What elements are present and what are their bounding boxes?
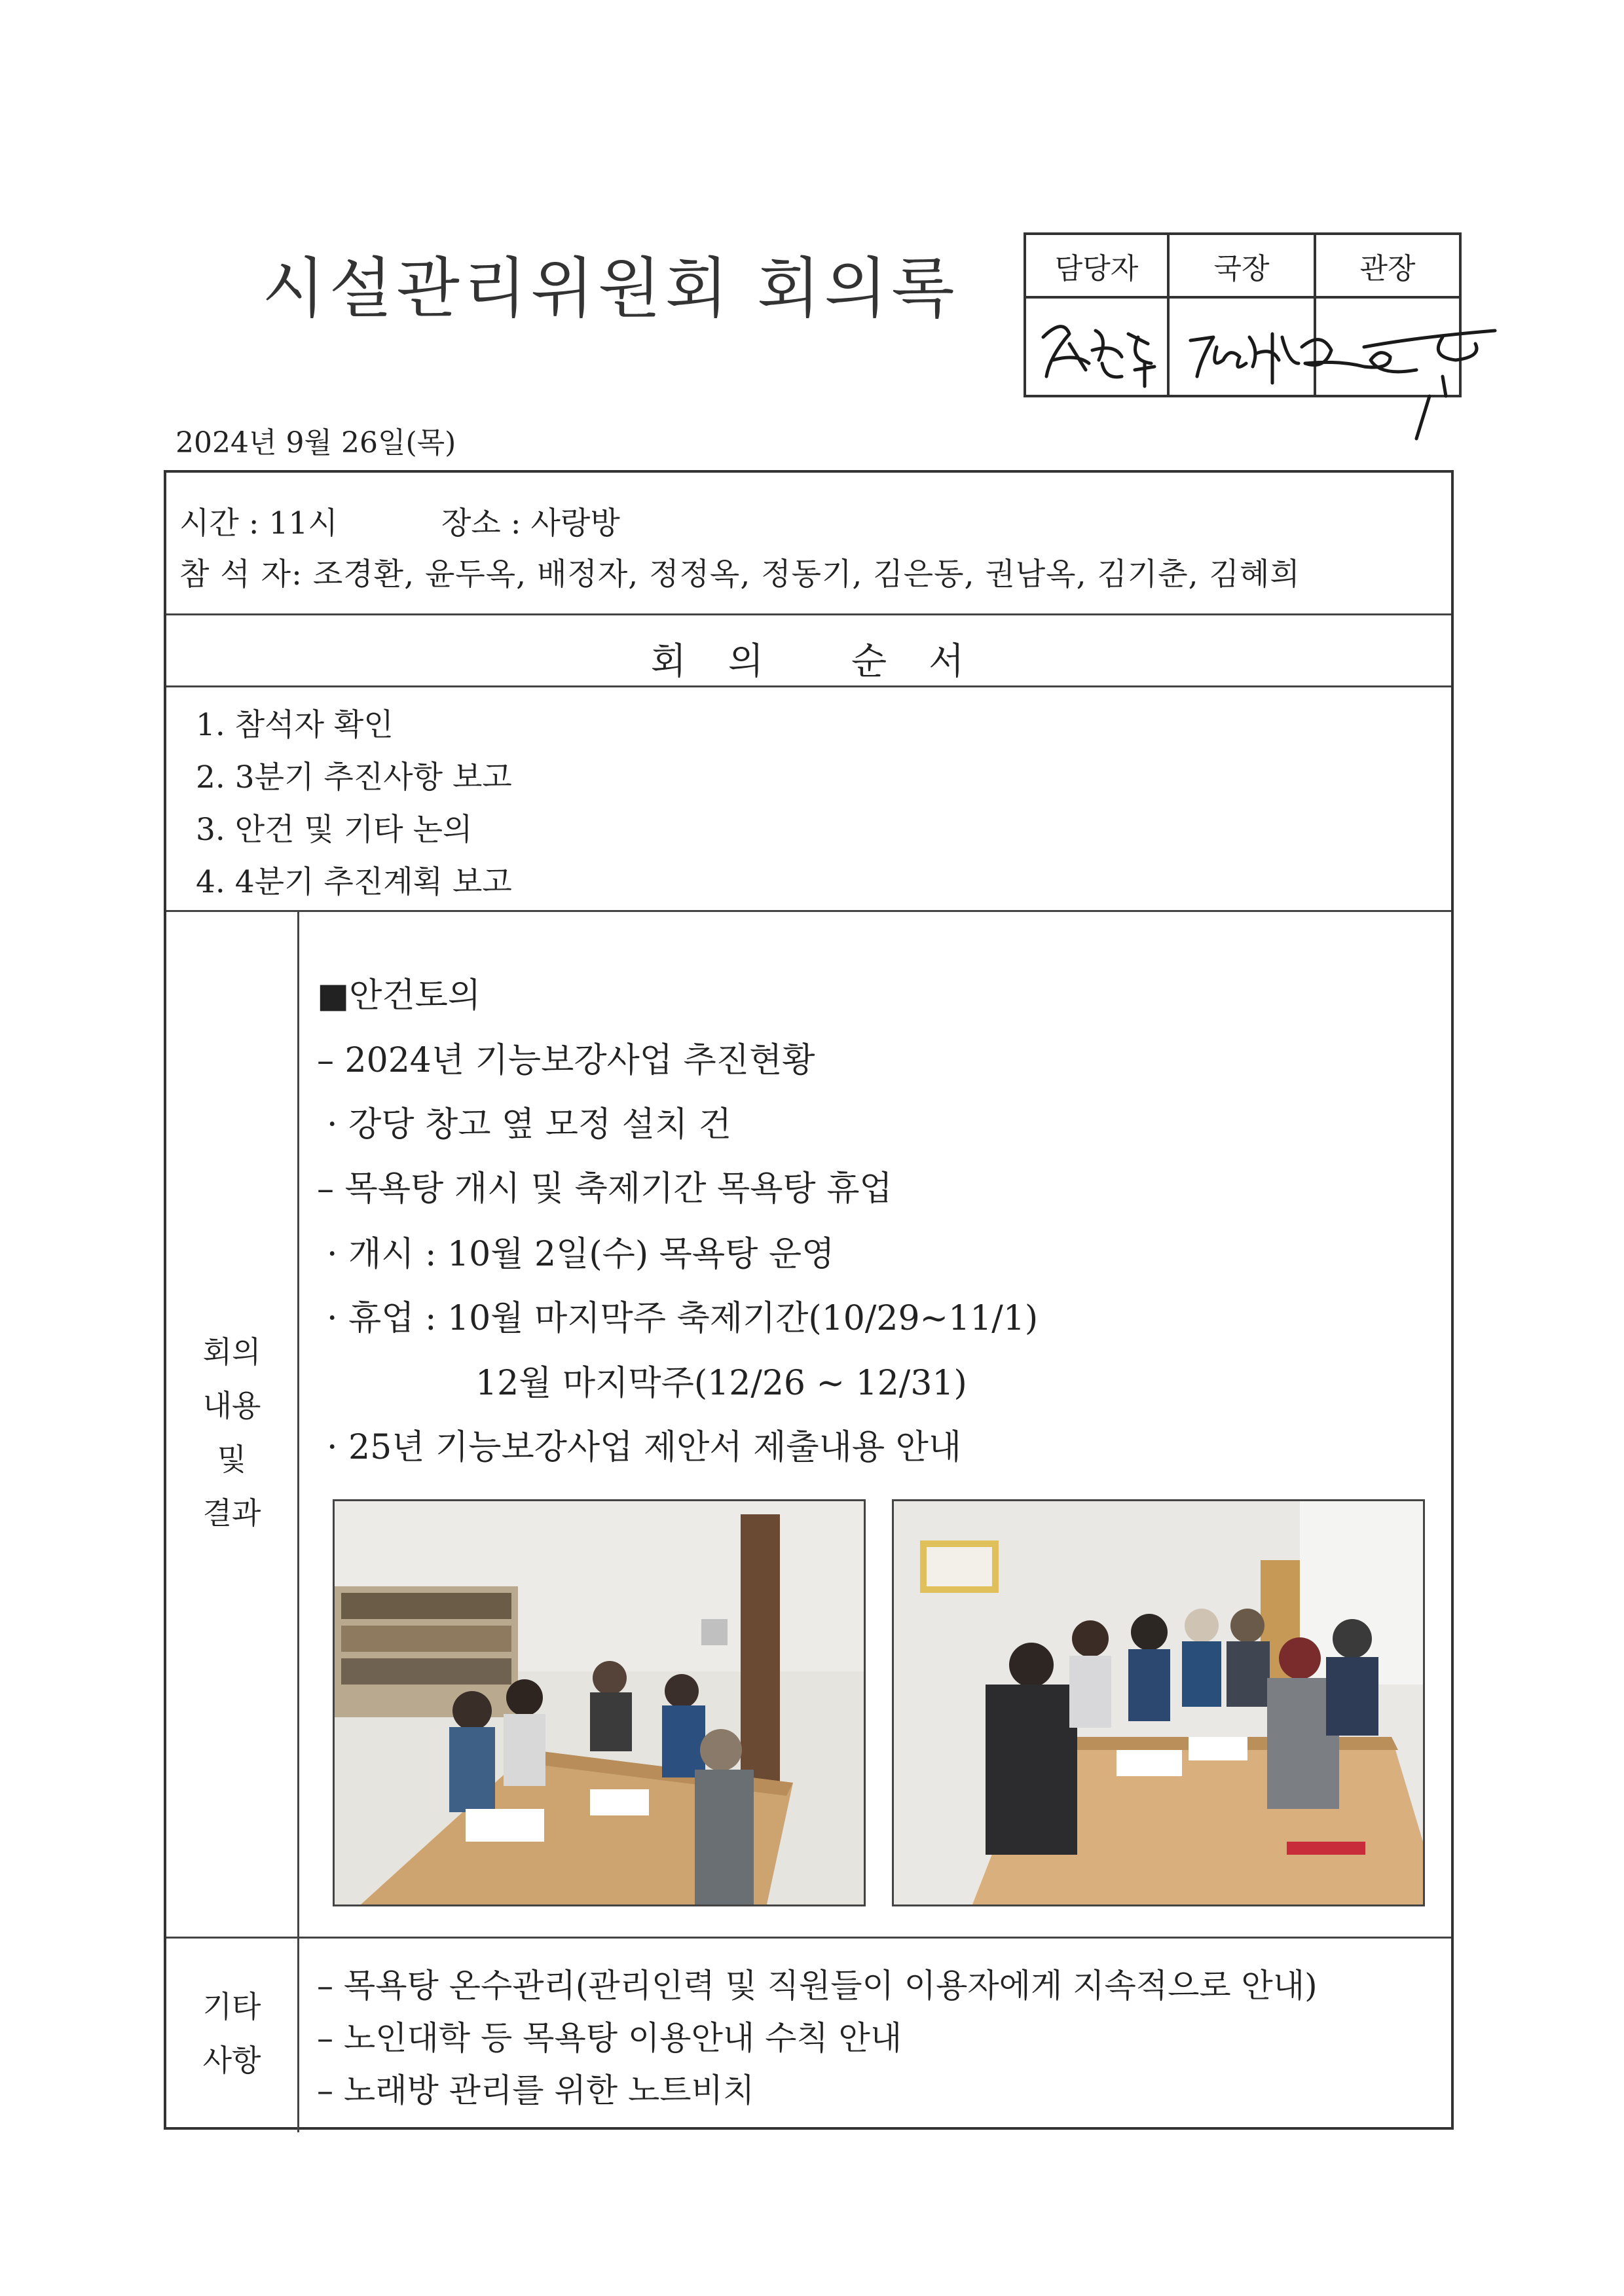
approval-header-director: 국장: [1168, 234, 1315, 297]
column-divider: [297, 910, 299, 2132]
divider: [166, 685, 1451, 687]
content-line: ■안건토의: [317, 976, 481, 1015]
content-line: – 목욕탕 개시 및 축제기간 목욕탕 휴업: [317, 1169, 893, 1209]
meeting-place: 장소 : 사랑방: [441, 505, 620, 541]
divider: [166, 910, 1451, 912]
meeting-photo: [892, 1499, 1425, 1906]
divider: [166, 1937, 1451, 1939]
document-title: 시설관리위원회 회의록: [262, 250, 959, 327]
meeting-time: 시간 : 11시: [179, 505, 338, 541]
minutes-table: [164, 470, 1454, 2130]
divider: [166, 613, 1451, 615]
meeting-content-label: 회의 내용 및 결과: [202, 1334, 261, 1531]
content-line: – 2024년 기능보강사업 추진현황: [317, 1041, 815, 1080]
agenda-item: 3. 안건 및 기타 논의: [196, 812, 473, 848]
approval-header-staff: 담당자: [1025, 234, 1168, 297]
meeting-photo-illustration: [894, 1501, 1423, 1904]
meeting-photo-illustration: [335, 1501, 864, 1904]
content-line: · 25년 기능보강사업 제안서 제출내용 안내: [327, 1428, 962, 1467]
handwritten-signatures: [1024, 298, 1521, 448]
content-line: · 휴업 : 10월 마지막주 축제기간(10/29~11/1): [327, 1299, 1039, 1338]
agenda-item: 2. 3분기 추진사항 보고: [196, 759, 512, 795]
agenda-heading: 회 의 순 서: [650, 640, 967, 683]
agenda-item: 1. 참석자 확인: [196, 707, 394, 743]
meeting-date: 2024년 9월 26일(목): [175, 426, 456, 460]
approval-header-chief: 관장: [1315, 234, 1460, 297]
etc-line: – 노래방 관리를 위한 노트비치: [317, 2071, 755, 2109]
meeting-photo: [333, 1499, 866, 1906]
attendees: 참 석 자: 조경환, 윤두옥, 배정자, 정정옥, 정동기, 김은동, 권남옥, 김기춘, 김혜희: [179, 556, 1301, 592]
content-line: · 강당 창고 옆 모정 설치 건: [327, 1105, 732, 1144]
etc-line: – 목욕탕 온수관리(관리인력 및 직원들이 이용자에게 지속적으로 안내): [317, 1967, 1318, 2005]
etc-line: – 노인대학 등 목욕탕 이용안내 수칙 안내: [317, 2019, 902, 2057]
agenda-item: 4. 4분기 추진계획 보고: [196, 864, 512, 900]
etc-label: 기타 사항: [202, 1989, 261, 2078]
content-line: 12월 마지막주(12/26 ~ 12/31): [475, 1364, 967, 1403]
content-line: · 개시 : 10월 2일(수) 목욕탕 운영: [327, 1235, 835, 1274]
